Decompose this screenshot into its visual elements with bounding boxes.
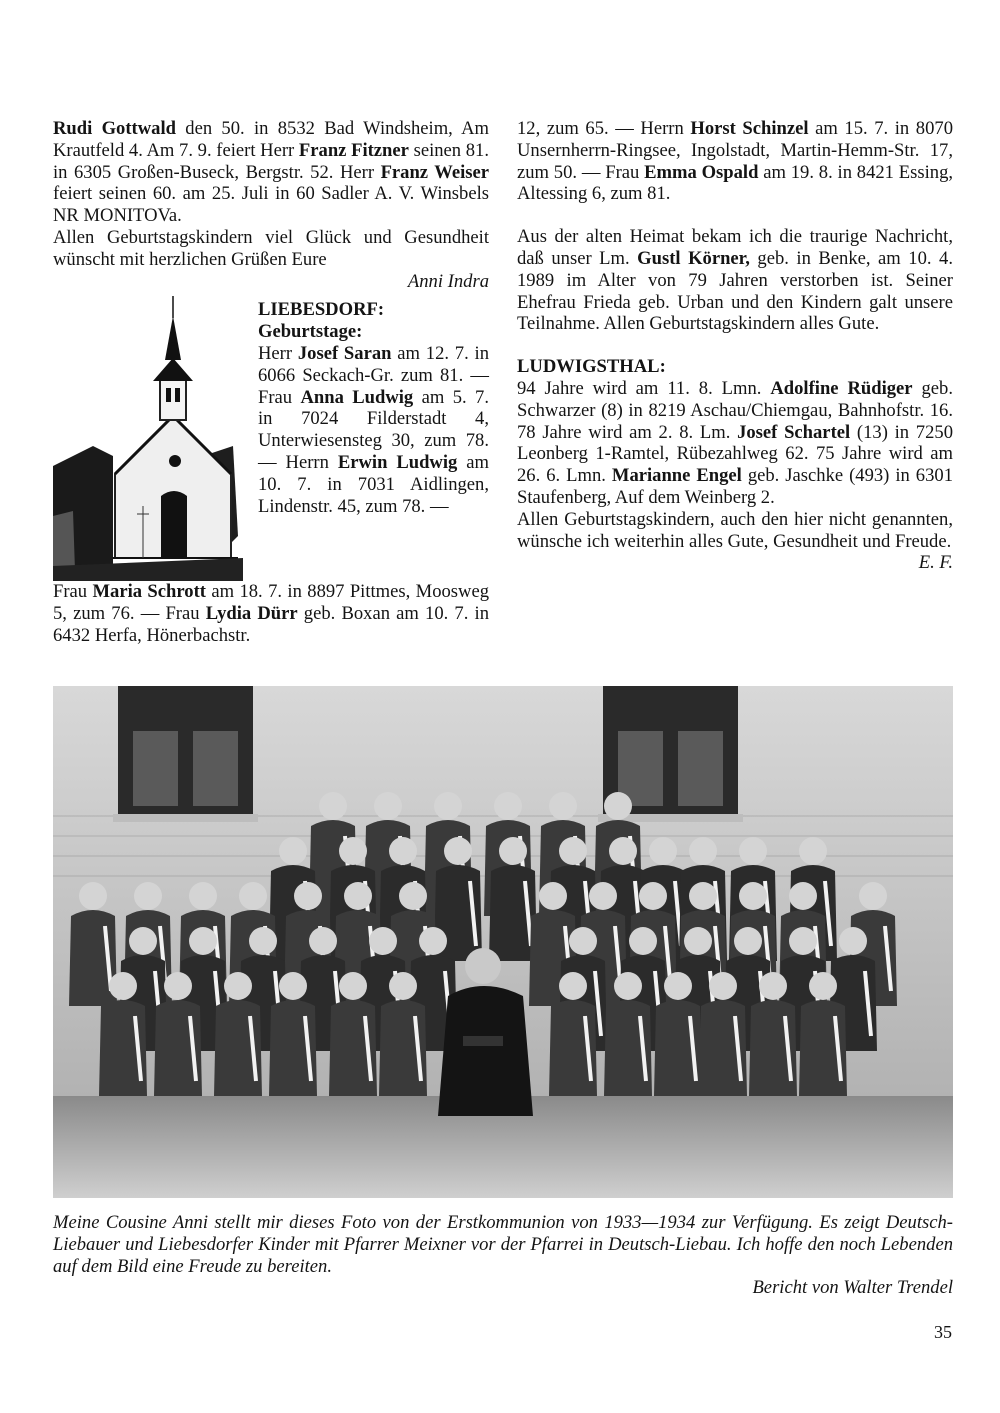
child-head <box>739 837 767 865</box>
child-head <box>224 972 252 1000</box>
child-head <box>614 972 642 1000</box>
text-span: Herr <box>258 342 298 364</box>
page-number: 35 <box>934 1322 952 1342</box>
child-head <box>399 882 427 910</box>
child-head <box>79 882 107 910</box>
signature-anni-indra: Anni Indra <box>407 270 489 292</box>
name-emma-ospald: Emma Ospald <box>644 161 759 183</box>
child-head <box>759 972 787 1000</box>
child-head <box>539 882 567 910</box>
child-head <box>799 837 827 865</box>
text-span: feiert seinen 60. am 25. Juli in 60 Sadler A. V. Winsbels NR MONITOVa. <box>53 183 489 227</box>
text-span: am 12. 7. in 6066 Seckach-Gr. zum 81. — Frau <box>258 342 490 408</box>
photo-caption <box>53 1212 953 1299</box>
child-head <box>649 837 677 865</box>
name-marianne-engel: Marianne Engel <box>611 465 742 487</box>
name-anna-ludwig: Anna Ludwig <box>300 386 414 408</box>
child-head <box>434 792 462 820</box>
text-span: am 10. 7. in 7031 Aidlingen, Lindenstr. 45, zum 78. — <box>258 451 489 517</box>
ludwigsthal-entries <box>517 378 953 509</box>
child-head <box>389 837 417 865</box>
child-head <box>839 927 867 955</box>
name-josef-schartel: Josef Schartel <box>737 421 851 443</box>
child-head <box>134 882 162 910</box>
text-span: am 5. 7. in 7024 Filderstadt 4, Unterwiesensteg 30, zum 78. — Herrn <box>258 386 489 473</box>
child-head <box>684 927 712 955</box>
child-head <box>629 927 657 955</box>
child-head <box>189 927 217 955</box>
text-span: (13) in 7250 Leonberg 1-Ramtel, Rübezahlweg 62. 75 Jahre wird am 26. 6. Lmn. <box>517 421 953 487</box>
child-head <box>789 927 817 955</box>
closing-paragraph <box>517 508 953 574</box>
name-adolfine-ruediger: Adolfine Rüdiger <box>770 377 913 399</box>
child-head <box>339 972 367 1000</box>
child-head <box>789 882 817 910</box>
signature-ef: E. F. <box>918 552 953 574</box>
gap <box>517 205 953 226</box>
caption-signature: Bericht von Walter Trendel <box>752 1277 953 1299</box>
child-head <box>444 837 472 865</box>
liebesdorf-section <box>53 296 489 581</box>
gap <box>517 335 953 356</box>
name-erwin-ludwig: Erwin Ludwig <box>337 451 458 473</box>
group-photo <box>53 686 953 1198</box>
child-head <box>494 792 522 820</box>
child-head <box>249 927 277 955</box>
child-head <box>689 837 717 865</box>
child-head <box>339 837 367 865</box>
name-rudi-gottwald: Rudi Gottwald <box>53 118 176 139</box>
liebesdorf-entries <box>258 343 489 517</box>
church-illustration <box>53 296 243 581</box>
child-head <box>589 882 617 910</box>
child-head <box>569 927 597 955</box>
text-span: Allen Geburtstagskindern, auch den hier nicht genannten, wünsche ich weiterhin alles Gute, Gesundheit und Freude. <box>517 508 953 552</box>
obituary-paragraph <box>517 226 953 335</box>
text-span: geb. Jaschke (493) in 6301 Staufenberg, Auf dem Weinberg 2. <box>517 465 953 508</box>
child-head <box>309 927 337 955</box>
child-head <box>109 972 137 1000</box>
text-span: den 50. in 8532 Bad Windsheim, Am Krautfeld 4. Am 7. 9. feiert Herr <box>53 118 489 161</box>
text-span: 94 Jahre wird am 11. 8. Lmn. <box>517 377 771 399</box>
name-franz-fitzner: Franz Fitzner <box>298 139 409 161</box>
schinzel-paragraph <box>517 118 953 205</box>
child-head <box>859 882 887 910</box>
child-head <box>294 882 322 910</box>
child-head <box>559 837 587 865</box>
name-lydia-duerr: Lydia Dürr <box>205 603 298 625</box>
child-head <box>709 972 737 1000</box>
name-josef-saran: Josef Saran <box>297 342 392 364</box>
child-head <box>559 972 587 1000</box>
gottwald-paragraph <box>53 118 489 227</box>
child-head <box>369 927 397 955</box>
name-gustl-koerner: Gustl Körner, <box>637 247 750 269</box>
greeting-paragraph: Allen Geburtstagskindern viel Glück und Gesundheit wünscht mit herzlichen Grüßen Eure <box>53 226 489 270</box>
child-head <box>239 882 267 910</box>
child-head <box>279 972 307 1000</box>
text-span: 12, zum 65. — Herrn <box>517 118 691 139</box>
text-span: geb. Schwarzer (8) in 8219 Aschau/Chiemgau, Bahnhofstr. 16. 78 Jahre wird am 2. 8. Lm. <box>517 377 953 443</box>
text-span: seinen 81. in 6305 Großen-Buseck, Bergstr. 52. Herr <box>53 139 490 183</box>
right-column <box>517 118 953 574</box>
child-head <box>279 837 307 865</box>
left-column <box>53 118 489 647</box>
child-head <box>189 882 217 910</box>
text-span: Aus der alten Heimat bekam ich die traurige Nachricht, daß unser Lm. <box>517 226 953 269</box>
child-head <box>739 882 767 910</box>
child-head <box>609 837 637 865</box>
child-head <box>499 837 527 865</box>
child-head <box>389 972 417 1000</box>
text-span: am 15. 7. in 8070 Unsernherrn-Ringsee, Ingolstadt, Martin-Hemm-Str. 17, zum 50. — Frau <box>517 118 953 183</box>
child-head <box>809 972 837 1000</box>
window-left <box>113 686 258 822</box>
child-head <box>604 792 632 820</box>
liebesdorf-text <box>258 299 489 517</box>
child-head <box>129 927 157 955</box>
text-span: geb. in Benke, am 10. 4. 1989 im Alter von 79 Jahren verstorben ist. Seiner Ehefrau Frieda geb. Urban und den Kindern galt unsere Teilnahme. Allen Geburtstagskindern alles Gute. <box>517 247 953 335</box>
child-head <box>664 972 692 1000</box>
text-span: am 18. 7. in 8897 Pittmes, Moosweg 5, zum 76. — Frau <box>53 581 490 625</box>
child-head <box>164 972 192 1000</box>
schrott-paragraph <box>53 581 489 646</box>
birthdays-subheading: Geburtstage: <box>258 321 363 343</box>
child-head <box>734 927 762 955</box>
name-maria-schrott: Maria Schrott <box>92 581 206 603</box>
text-span: am 19. 8. in 8421 Essing, Altessing 6, zum 81. <box>517 161 954 205</box>
ludwigsthal-heading: LUDWIGSTHAL: <box>517 356 666 378</box>
child-head <box>344 882 372 910</box>
child-head <box>689 882 717 910</box>
name-horst-schinzel: Horst Schinzel <box>690 118 809 139</box>
liebesdorf-heading: LIEBESDORF: <box>258 299 385 321</box>
caption-text: Meine Cousine Anni stellt mir dieses Foto von der Erstkommunion von 1933—1934 zur Verfügung. Es zeigt Deutsch-Liebauer und Liebesdorfer Kinder mit Pfarrer Meixner vor der Pfarrei in Deutsch-Liebau. Ich hoffe den noch Lebenden auf dem Bild eine Freude zu bereiten. <box>53 1212 953 1277</box>
name-franz-weiser: Franz Weiser <box>380 161 489 183</box>
child-head <box>419 927 447 955</box>
child-head <box>639 882 667 910</box>
child-head <box>374 792 402 820</box>
text-span: Frau <box>53 581 93 603</box>
child-head <box>319 792 347 820</box>
text-span: geb. Boxan am 10. 7. in 6432 Herfa, Hönerbachstr. <box>53 603 490 646</box>
child-head <box>549 792 577 820</box>
